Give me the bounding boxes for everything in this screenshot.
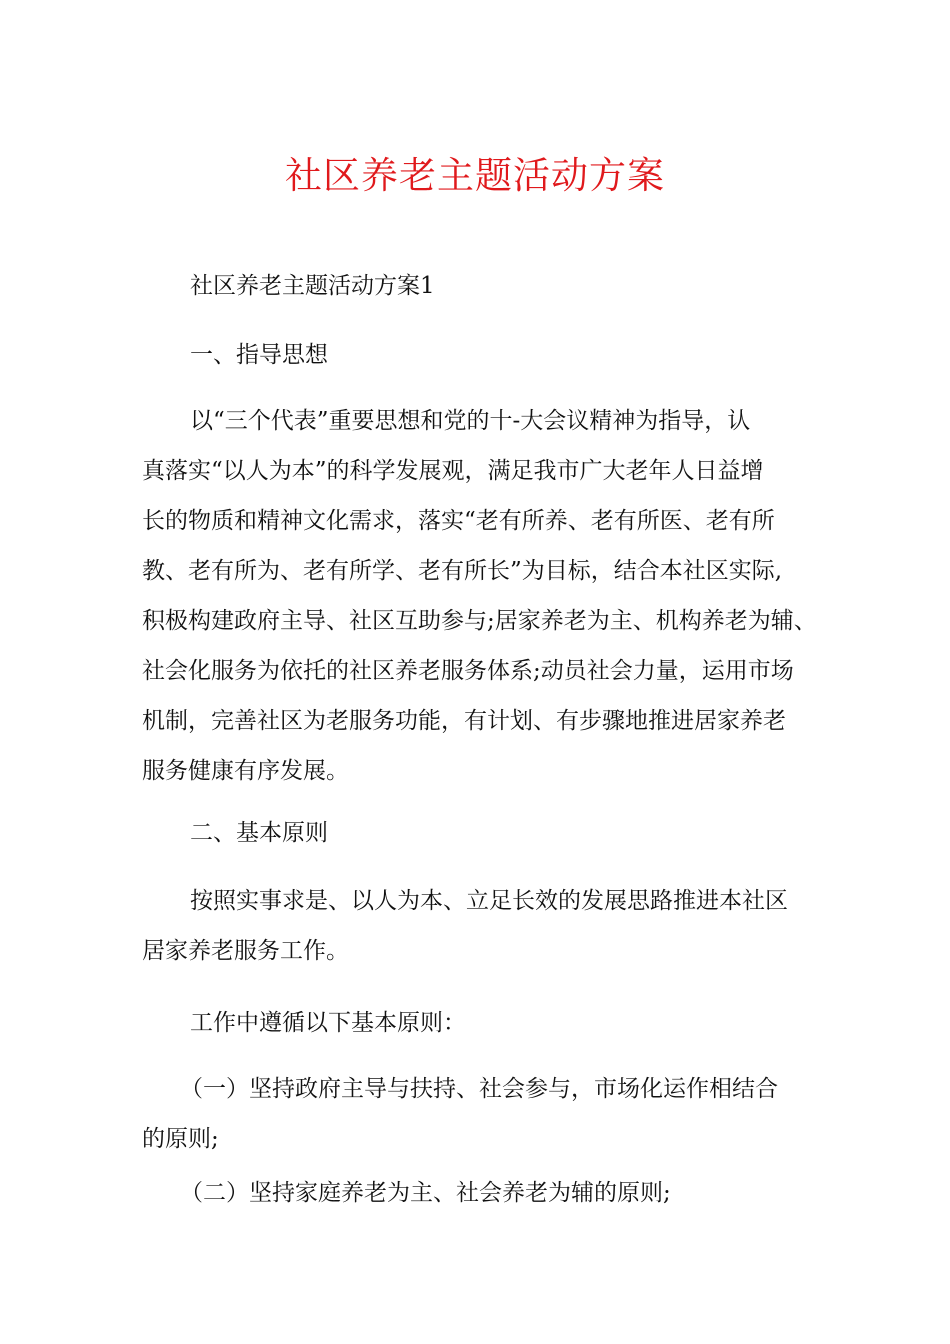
principle-line: 的原则; [142, 1126, 219, 1152]
paragraph-line: 教、老有所为、老有所学、老有所长”为目标，结合本社区实际, [142, 558, 783, 584]
principle-line: （一）坚持政府主导与扶持、社会参与，市场化运作相结合 [180, 1076, 778, 1102]
paragraph-line: 服务健康有序发展。 [142, 758, 349, 784]
document-subtitle: 社区养老主题活动方案1 [190, 273, 435, 299]
document-title: 社区养老主题活动方案 [285, 154, 665, 197]
section-heading-basic-principles: 二、基本原则 [190, 820, 328, 846]
paragraph-line: 居家养老服务工作。 [142, 938, 349, 964]
paragraph-line: 按照实事求是、以人为本、立足长效的发展思路推进本社区 [190, 888, 788, 914]
paragraph-line: 机制，完善社区为老服务功能，有计划、有步骤地推进居家养老 [142, 708, 786, 734]
section-heading-guiding-ideology: 一、指导思想 [190, 342, 328, 368]
principle-item-2: （二）坚持家庭养老为主、社会养老为辅的原则; [180, 1180, 671, 1206]
paragraph-line: 真落实“以人为本”的科学发展观，满足我市广大老年人日益增 [142, 458, 764, 484]
principles-intro: 工作中遵循以下基本原则： [190, 1010, 466, 1036]
paragraph-line: 以“三个代表”重要思想和党的十-大会议精神为指导，认 [190, 408, 751, 434]
paragraph-line: 长的物质和精神文化需求，落实“老有所养、老有所医、老有所 [142, 508, 775, 534]
paragraph-line: 社会化服务为依托的社区养老服务体系;动员社会力量，运用市场 [142, 658, 794, 684]
paragraph-line: 积极构建政府主导、社区互助参与;居家养老为主、机构养老为辅、 [142, 608, 817, 634]
